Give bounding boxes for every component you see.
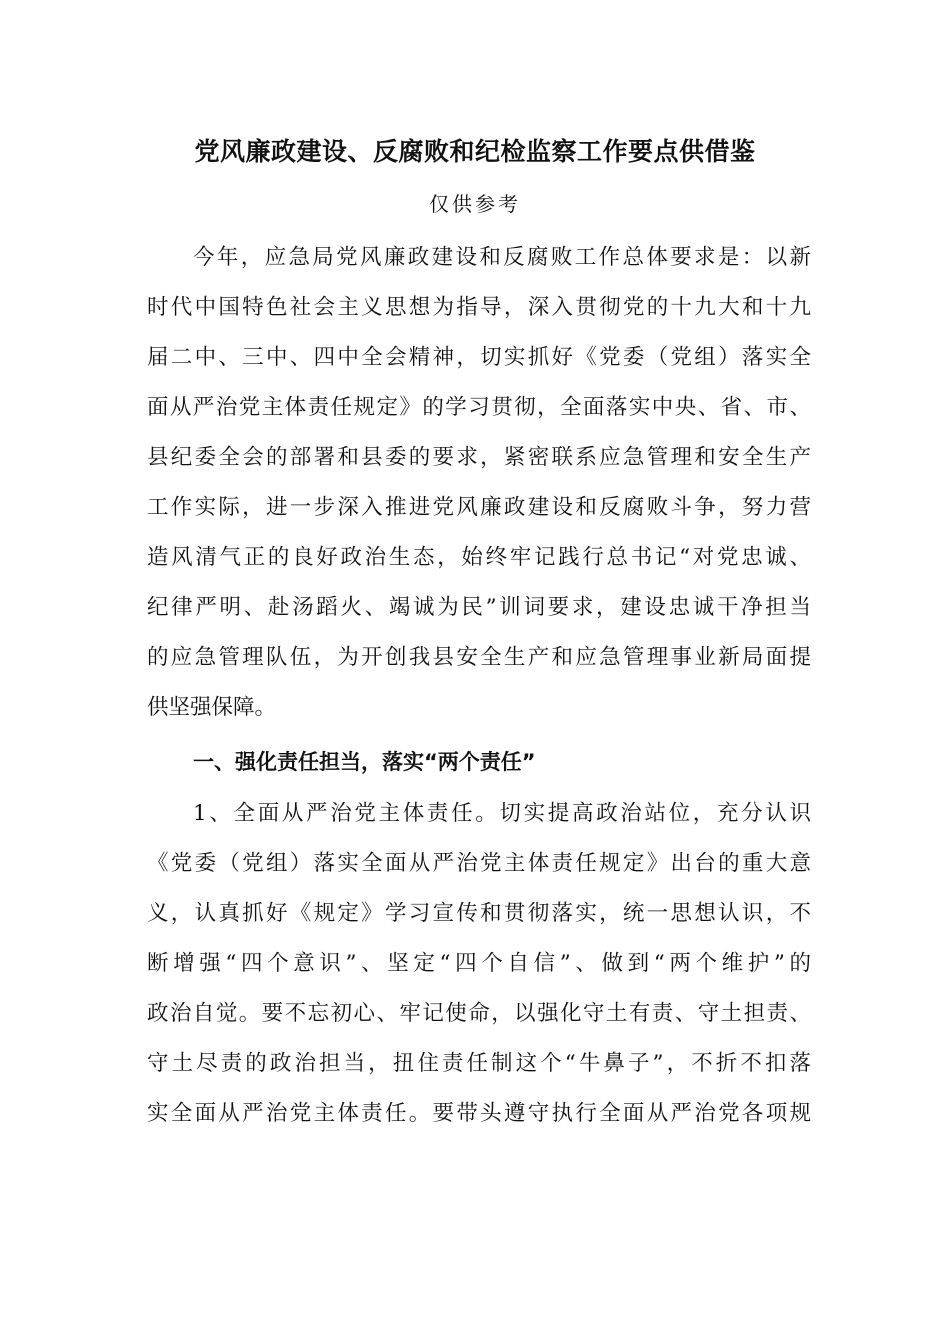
paragraph-line: 纪律严明、赴汤蹈火、竭诚为民”训词要求，建设忠诚干净担当 [147, 595, 811, 620]
paragraph-line: 造风清气正的良好政治生态，始终牢记践行总书记“对党忠诚、 [147, 545, 811, 570]
document-title: 党风廉政建设、反腐败和纪检监察工作要点供借鉴 [194, 137, 756, 166]
paragraph-line: 断增强“四个意识”、坚定“四个自信”、做到“两个维护”的 [147, 951, 811, 976]
paragraph-line: 县纪委全会的部署和县委的要求，紧密联系应急管理和安全生产 [147, 445, 811, 470]
paragraph-line: 面从严治党主体责任规定》的学习贯彻，全面落实中央、省、市、 [147, 395, 811, 420]
paragraph-line: 供坚强保障。 [147, 695, 277, 720]
document-subtitle: 仅供参考 [429, 192, 521, 216]
paragraph-line: 工作实际，进一步深入推进党风廉政建设和反腐败斗争，努力营 [147, 495, 811, 520]
paragraph-line: 《党委（党组）落实全面从严治党主体责任规定》出台的重大意 [147, 851, 811, 876]
paragraph-line: 1、全面从严治党主体责任。切实提高政治站位，充分认识 [193, 801, 811, 826]
section-heading: 一、强化责任担当，落实“两个责任” [193, 750, 536, 774]
paragraph-line: 届二中、三中、四中全会精神，切实抓好《党委（党组）落实全 [147, 345, 811, 370]
paragraph-line: 守土尽责的政治担当，扭住责任制这个“牛鼻子”，不折不扣落 [147, 1051, 811, 1076]
paragraph-line: 实全面从严治党主体责任。要带头遵守执行全面从严治党各项规 [147, 1101, 811, 1126]
paragraph-line: 今年，应急局党风廉政建设和反腐败工作总体要求是：以新 [193, 245, 811, 270]
paragraph-line: 的应急管理队伍，为开创我县安全生产和应急管理事业新局面提 [147, 645, 811, 670]
paragraph-line: 时代中国特色社会主义思想为指导，深入贯彻党的十九大和十九 [147, 295, 811, 320]
paragraph-line: 义，认真抓好《规定》学习宣传和贯彻落实，统一思想认识，不 [147, 901, 811, 926]
paragraph-line: 政治自觉。要不忘初心、牢记使命，以强化守土有责、守土担责、 [147, 1001, 811, 1026]
